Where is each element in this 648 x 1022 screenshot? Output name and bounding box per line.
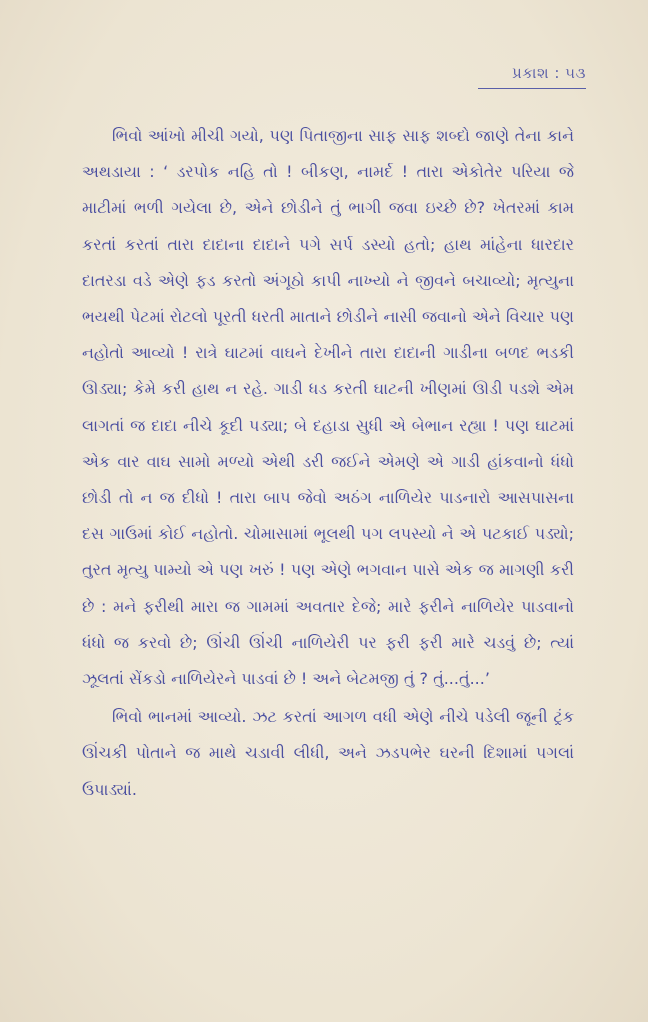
header-underline xyxy=(478,88,586,89)
paragraph-2: ભિવો ભાનમાં આવ્યો. ઝટ કરતાં આગળ વધી એણે નીચે પડેલી જૂની ટ્રંક ઊંચકી પોતાને જ માથે ચડાવી લીધી, અને ઝડપભેર ઘરની દિશામાં પગલાં ઉપાડ્યાં. xyxy=(82,707,574,799)
page-body xyxy=(82,118,574,808)
running-head: પ્રકાશ : ૫૩ xyxy=(511,64,586,82)
paragraph-1: ભિવો આંખો મીચી ગયો, પણ પિતાજીના સાફ સાફ શબ્દો જાણે તેના કાને અથડાયા : ‘ ડરપોક નહિ તો ! બીકણ, નામર્દ ! તારા એકોતેર પરિયા જે માટીમાં ભળી ગયેલા છે, એને છોડીને તું ભાગી જવા ઇચ્છે છે? ખેતરમાં કામ કરતાં કરતાં તારા દાદાના દાદાને પગે સર્પ ડસ્યો હતો; હાથ માંહેના ધારદાર દાતરડા વડે એણે ફડ કરતો અંગૂઠો કાપી નાખ્યો ને જીવને બચાવ્યો; મૃત્યુના ભયથી પેટમાં રોટલો પૂરતી ધરતી માતાને છોડીને નાસી જવાનો એને વિચાર પણ નહોતો આવ્યો ! રાત્રે ઘાટમાં વાઘને દેખીને તારા દાદાની ગાડીના બળદ ભડકી ઊડ્યા; કેમે કરી હાથ ન રહે. ગાડી ધડ કરતી ઘાટની ખીણમાં ઊડી પડશે એમ લાગતાં જ દાદા નીચે કૂદી પડ્યા; બે દહાડા સુધી એ બેભાન રહ્યા ! પણ ઘાટમાં એક વાર વાઘ સામો મળ્યો એથી ડરી જઈને એમણે એ ગાડી હાંકવાનો ધંધો છોડી તો ન જ દીધો ! તારા બાપ જેવો અઠંગ નાળિયેર પાડનારો આસપાસના દસ ગાઉમાં કોઈ નહોતો. ચોમાસામાં ભૂલથી પગ લપસ્યો ને એ પટકાઈ પડ્યો; તુરત મૃત્યુ પામ્યો એ પણ ખરું ! પણ એણે ભગવાન પાસે એક જ માગણી કરી છે : મને ફરીથી મારા જ ગામમાં અવતાર દેજે; મારે ફરીને નાળિયેર પાડવાનો ધંધો જ કરવો છે; ઊંચી ઊંચી નાળિયેરી પર ફરી ફરી મારે ચડવું છે; ત્યાં ઝૂલતાં સેંકડો નાળિયેરને પાડવાં છે ! અને બેટમજી તું ? તું...તું...’ xyxy=(82,126,574,689)
